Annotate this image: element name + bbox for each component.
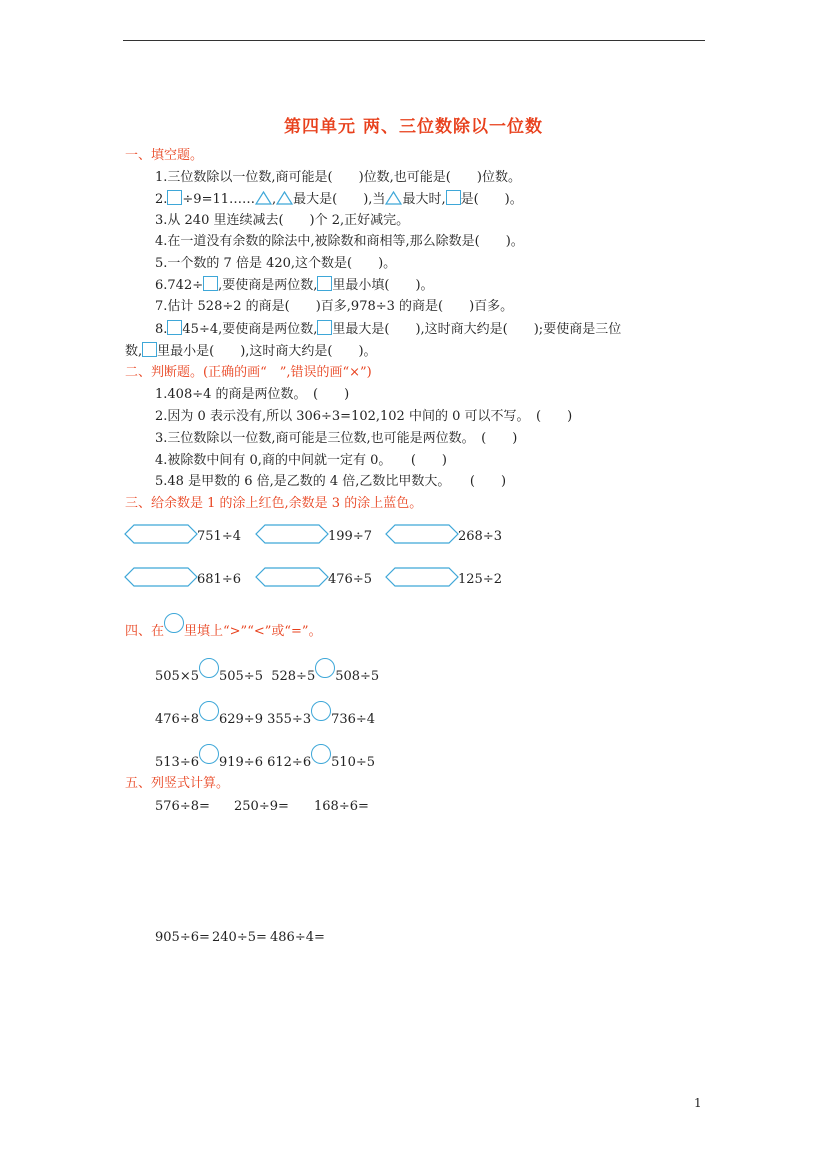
hex-expression: 125÷2	[458, 572, 502, 587]
judge-item: 1.408÷4 的商是两位数。 ( )	[155, 387, 350, 402]
q2-number: 2.	[155, 192, 168, 207]
square-box-icon	[167, 190, 182, 205]
compare-expression: 510÷5	[331, 755, 376, 770]
fill-q1: 1.三位数除以一位数,商可能是( )位数,也可能是( )位数。	[155, 170, 521, 185]
fill-q6	[155, 276, 434, 295]
compare-expression: 505÷5	[218, 669, 263, 684]
q2-text-f: 是( )。	[460, 192, 523, 207]
page-title: 第四单元 两、三位数除以一位数	[284, 117, 543, 137]
q2-text-b: ÷9=11……	[182, 192, 256, 207]
q8-text-a: 8.	[155, 322, 168, 337]
compare-expression: 508÷5	[335, 669, 380, 684]
q2-text-e: 最大时,	[402, 192, 446, 207]
fill-q4: 4.在一道没有余数的除法中,被除数和商相等,那么除数是( )。	[155, 234, 524, 249]
q8-text-c: 里最大是( ),这时商大约是( );要使商是三位	[332, 322, 622, 337]
calc-item: 168÷6=	[314, 799, 369, 814]
circle-icon	[199, 744, 219, 764]
section4-heading	[125, 613, 322, 641]
circle-icon	[199, 658, 219, 678]
square-box-icon	[317, 320, 332, 335]
q2-text-d: 最大是( ),当	[293, 192, 386, 207]
square-box-icon	[317, 276, 332, 291]
q6-text-a: 6.742÷	[155, 278, 204, 293]
compare-expression: 629÷9	[218, 712, 263, 727]
section3-heading: 三、给余数是 1 的涂上红色,余数是 3 的涂上蓝色。	[125, 496, 423, 511]
compare-expression: 355÷3	[267, 712, 312, 727]
header-rule	[123, 40, 705, 41]
compare-row	[155, 701, 375, 729]
compare-expression: 736÷4	[331, 712, 376, 727]
judge-item: 5.48 是甲数的 6 倍,是乙数的 4 倍,乙数比甲数大。 ( )	[155, 474, 507, 489]
compare-expression: 528÷5	[271, 669, 316, 684]
calc-item: 576÷8=	[155, 799, 210, 814]
judge-item: 4.被除数中间有 0,商的中间就一定有 0。 ( )	[155, 453, 447, 468]
judge-item: 3.三位数除以一位数,商可能是三位数,也可能是两位数。 ( )	[155, 431, 518, 446]
calc-item: 250÷9=	[234, 799, 289, 814]
calc-item: 240÷5=	[212, 930, 267, 945]
fill-q3: 3.从 240 里连续减去( )个 2,正好减完。	[155, 213, 410, 228]
square-box-icon	[167, 320, 182, 335]
square-box-icon	[203, 276, 218, 291]
hexagon-shape	[385, 524, 459, 544]
q8-text-b: 45÷4,要使商是两位数,	[182, 322, 318, 337]
hexagon-shape	[124, 567, 198, 587]
circle-icon	[315, 658, 335, 678]
fill-q2	[155, 190, 523, 209]
calc-item: 486÷4=	[270, 930, 325, 945]
hexagon-shape	[124, 524, 198, 544]
hex-expression: 476÷5	[328, 572, 372, 587]
judge-item: 2.因为 0 表示没有,所以 306÷3=102,102 中间的 0 可以不写。 ( )	[155, 409, 573, 424]
section2-heading: 二、判断题。(正确的画“ ”,错误的画“×”)	[125, 365, 372, 380]
compare-row	[155, 658, 379, 686]
triangle-icon	[385, 191, 402, 205]
triangle-icon	[255, 191, 272, 205]
page-number: 1	[694, 1096, 702, 1110]
square-box-icon	[446, 190, 461, 205]
circle-icon	[164, 613, 184, 633]
section4-heading-a: 四、在	[125, 624, 165, 639]
q6-text-c: 里最小填( )。	[332, 278, 434, 293]
calc-item: 905÷6=	[155, 930, 210, 945]
fill-q7: 7.估计 528÷2 的商是( )百多,978÷3 的商是( )百多。	[155, 299, 514, 314]
compare-row	[155, 744, 375, 772]
fill-q8-cont	[125, 342, 377, 361]
hexagon-shape	[255, 524, 329, 544]
q6-text-b: ,要使商是两位数,	[218, 278, 318, 293]
circle-icon	[311, 744, 331, 764]
section5-heading: 五、列竖式计算。	[125, 776, 230, 791]
hexagon-shape	[255, 567, 329, 587]
compare-expression: 476÷8	[155, 712, 199, 727]
compare-expression: 505×5	[155, 669, 199, 684]
q2-text-c: ,	[272, 192, 277, 207]
square-box-icon	[142, 342, 157, 357]
hex-expression: 751÷4	[197, 529, 241, 544]
compare-expression: 612÷6	[267, 755, 312, 770]
hex-expression: 268÷3	[458, 529, 502, 544]
hex-expression: 199÷7	[328, 529, 372, 544]
circle-icon	[199, 701, 219, 721]
section4-heading-b: 里填上“>”“<”或“=”。	[184, 624, 322, 639]
compare-expression: 919÷6	[218, 755, 263, 770]
section1-heading: 一、填空题。	[125, 148, 204, 163]
compare-expression: 513÷6	[155, 755, 199, 770]
hexagon-shape	[385, 567, 459, 587]
q8-text-e: 里最小是( ),这时商大约是( )。	[157, 344, 377, 359]
fill-q8	[155, 320, 621, 339]
fill-q5: 5.一个数的 7 倍是 420,这个数是( )。	[155, 256, 397, 271]
triangle-icon	[276, 191, 293, 205]
q8-text-d: 数,	[125, 344, 143, 359]
hex-expression: 681÷6	[197, 572, 241, 587]
circle-icon	[311, 701, 331, 721]
